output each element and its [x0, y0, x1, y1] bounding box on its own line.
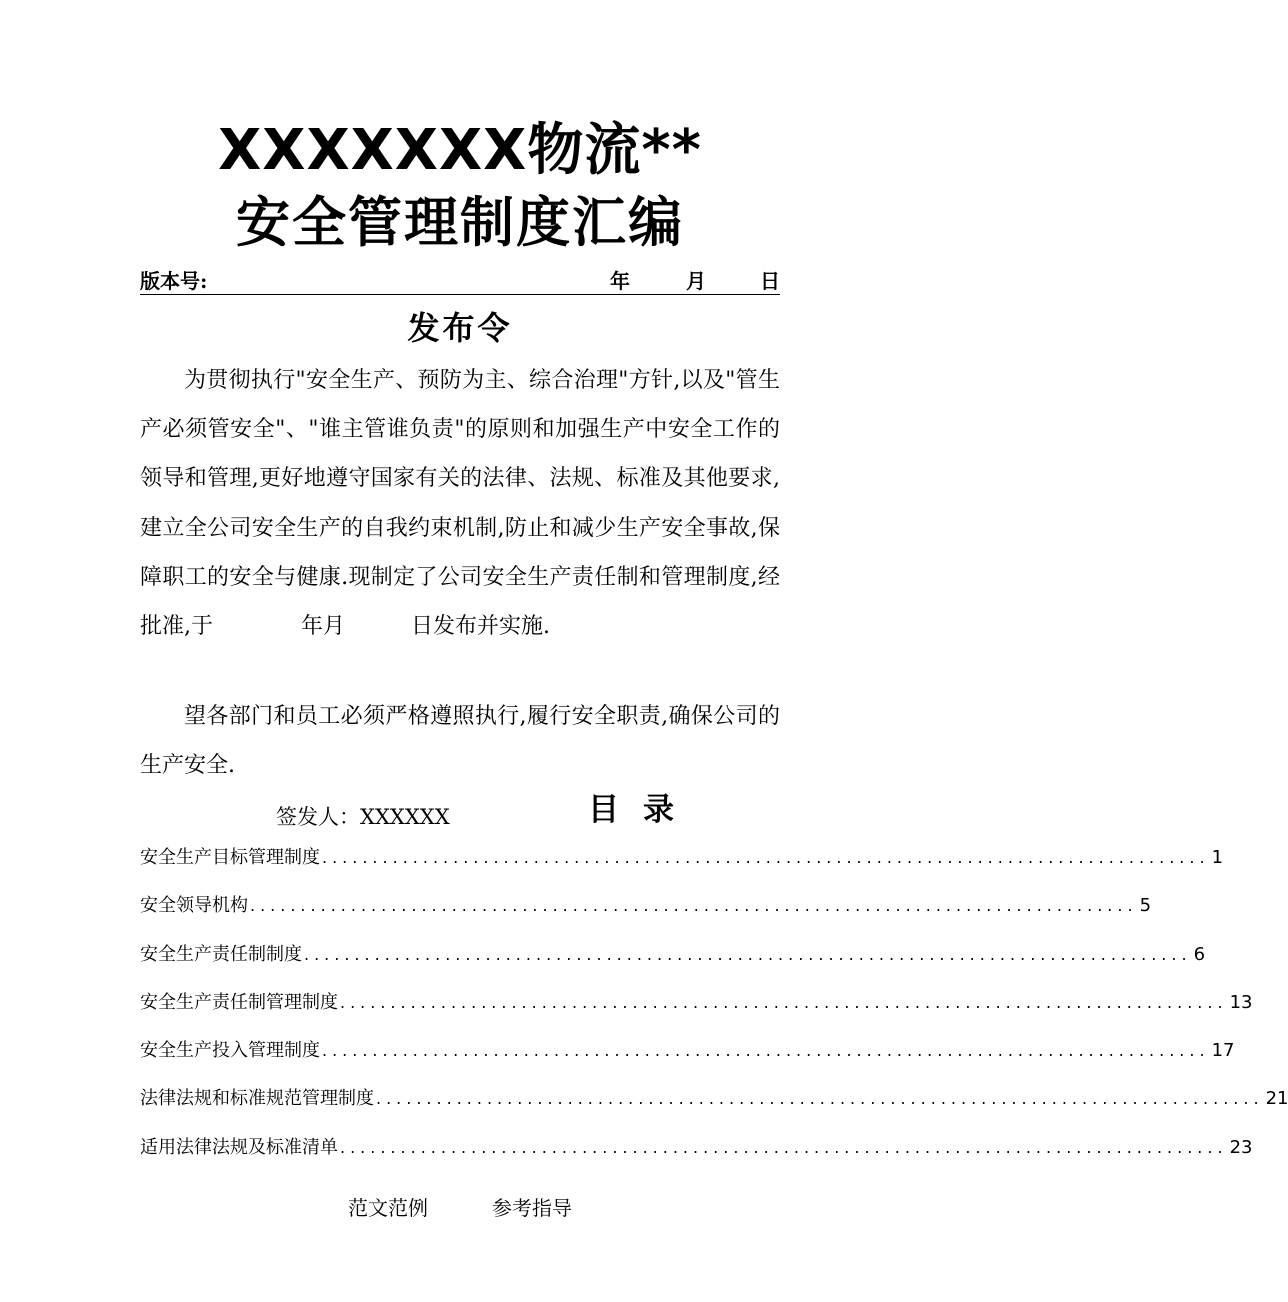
date-year-label: 年: [610, 269, 630, 293]
toc-leader-dots: ........................................................................................: [340, 1137, 1228, 1157]
page-footer: [0, 1194, 920, 1222]
toc-leader-dots: ........................................................................................: [250, 896, 1138, 916]
toc-item[interactable]: [140, 1085, 1288, 1133]
toc-item-title: 适用法律法规及标准清单: [140, 1136, 338, 1158]
toc-item[interactable]: [140, 989, 1253, 1037]
toc-heading: 目录: [588, 792, 698, 828]
toc-item-page: 21: [1265, 1088, 1288, 1110]
toc-item-page: 1: [1211, 847, 1224, 868]
toc-item-title: 安全生产目标管理制度: [140, 847, 320, 868]
version-label: 版本号:: [140, 269, 208, 293]
toc-item[interactable]: [140, 1134, 1253, 1182]
version-row: [140, 268, 780, 295]
toc-item-title: 安全生产投入管理制度: [140, 1040, 320, 1062]
toc-leader-dots: ........................................................................................: [322, 848, 1210, 867]
toc-leader-dots: ........................................................................................: [322, 1041, 1210, 1061]
toc-item-title: 安全领导机构: [140, 895, 248, 917]
footer-left-text: 范文范例: [348, 1196, 428, 1220]
document-title-line2: 安全管理制度汇编: [236, 191, 684, 254]
toc-item-page: 17: [1211, 1040, 1235, 1062]
footer-right-text: 参考指导: [492, 1196, 572, 1220]
toc-item[interactable]: [140, 1037, 1235, 1085]
toc-leader-dots: ........................................................................................: [376, 1089, 1264, 1109]
table-of-contents: [140, 844, 1288, 1182]
toc-item-page: 5: [1139, 895, 1152, 917]
toc-item-page: 6: [1193, 943, 1206, 965]
toc-leader-dots: ........................................................................................: [340, 992, 1228, 1012]
toc-item[interactable]: [140, 892, 1152, 940]
toc-item-title: 法律法规和标准规范管理制度: [140, 1088, 374, 1110]
decree-heading: 发布令: [407, 309, 513, 347]
toc-item-page: 23: [1229, 1136, 1253, 1158]
decree-paragraph-2: 望各部门和员工必须严格遵照执行,履行安全职责,确保公司的生产安全.: [140, 704, 780, 779]
toc-leader-dots: ........................................................................................: [304, 944, 1192, 964]
decree-paragraph-1: 为贯彻执行"安全生产、预防为主、综合治理"方针,以及"管生产必须管安全"、"谁主管谁负责"的原则和加强生产中安全工作的领导和管理,更好地遵守国家有关的法律、法规、标准及其他要求,建立全公司安全生产的自我约束机制,防止和减少生产安全事故,保障职工的安全与健康.现制定了公司安全生产责任制和管理制度,经批准,于 年月 日发布并实施.: [140, 368, 780, 640]
date-month-label: 月: [686, 269, 706, 293]
toc-item-page: 13: [1229, 991, 1253, 1013]
date-day-label: 日: [760, 269, 780, 293]
signer: 签发人：XXXXXX: [276, 805, 450, 829]
toc-item[interactable]: [140, 844, 1224, 892]
toc-item-title: 安全生产责任制制度: [140, 943, 302, 965]
toc-item-title: 安全生产责任制管理制度: [140, 991, 338, 1013]
toc-item[interactable]: [140, 941, 1206, 989]
document-title-line1: XXXXXXX物流**: [218, 118, 702, 183]
